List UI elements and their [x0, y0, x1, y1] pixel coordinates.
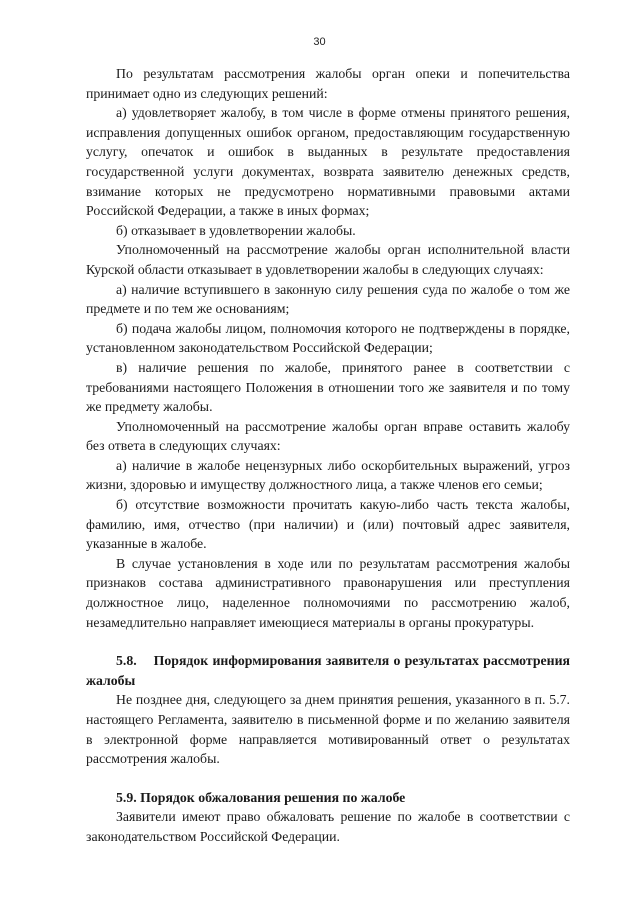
paragraph: а) наличие в жалобе нецензурных либо оскорбительных выражений, угроз жизни, здоровью и имуществу должностного лица, а также членов его семьи;	[86, 457, 570, 493]
paragraph: б) отсутствие возможности прочитать какую-либо часть текста жалобы, фамилию, имя, отчество (при наличии) и (или) почтовый адрес заявителя, указанные в жалобе.	[86, 497, 570, 552]
section-number: 5.8.	[116, 653, 137, 669]
paragraph: б) отказывает в удовлетворении жалобы.	[116, 222, 356, 238]
section-heading-5-8	[86, 651, 570, 690]
page-number: 30	[313, 36, 326, 48]
paragraph: Уполномоченный на рассмотрение жалобы орган вправе оставить жалобу без ответа в следующих случаях:	[86, 418, 570, 454]
paragraph: б) подача жалобы лицом, полномочия которого не подтверждены в порядке, установленном законодательством Российской Федерации;	[86, 320, 570, 356]
paragraph: В случае установления в ходе или по результатам рассмотрения жалобы признаков состава административного правонарушения или преступления должностное лицо, наделенное полномочиями по рассмотрению жалоб, незамедлительно направляет имеющиеся материалы в органы прокуратуры.	[86, 555, 570, 630]
document-body	[86, 64, 570, 847]
section-body-5-9: Заявители имеют право обжаловать решение по жалобе в соответствии с законодательством Российской Федерации.	[86, 809, 570, 844]
section-title: Порядок информирования заявителя о результатах рассмотрения жалобы	[86, 653, 571, 688]
section-heading-5-9: 5.9. Порядок обжалования решения по жалобе	[116, 789, 406, 805]
paragraph: Уполномоченный на рассмотрение жалобы орган исполнительной власти Курской области отказывает в удовлетворении жалобы в следующих случаях:	[86, 242, 570, 277]
section-spacer	[86, 632, 570, 651]
section-spacer	[86, 769, 570, 788]
paragraph: а) удовлетворяет жалобу, в том числе в форме отмены принятого решения, исправления допущенных ошибок органом, предоставляющим государственную услугу, опечаток и ошибок в выданных в результате предоставления государственной услуги документах, возврата заявителю денежных средств, взимание которых не предусмотрено нормативными правовыми актами Российской Федерации, а также в иных формах;	[86, 105, 570, 219]
paragraph: в) наличие решения по жалобе, принятого ранее в соответствии с требованиями настоящего Положения в отношении того же заявителя и по тому же предмету жалобы.	[86, 359, 570, 415]
paragraph: По результатам рассмотрения жалобы орган опеки и попечительства принимает одно из следующих решений:	[86, 66, 570, 101]
section-body-5-8: Не позднее дня, следующего за днем принятия решения, указанного в п. 5.7. настоящего Регламента, заявителю в письменной форме и по желанию заявителя в электронной форме направляется мотивированный ответ о результатах рассмотрения жалобы.	[86, 692, 570, 767]
paragraph: а) наличие вступившего в законную силу решения суда по жалобе о том же предмете и по тем же основаниям;	[86, 281, 570, 317]
